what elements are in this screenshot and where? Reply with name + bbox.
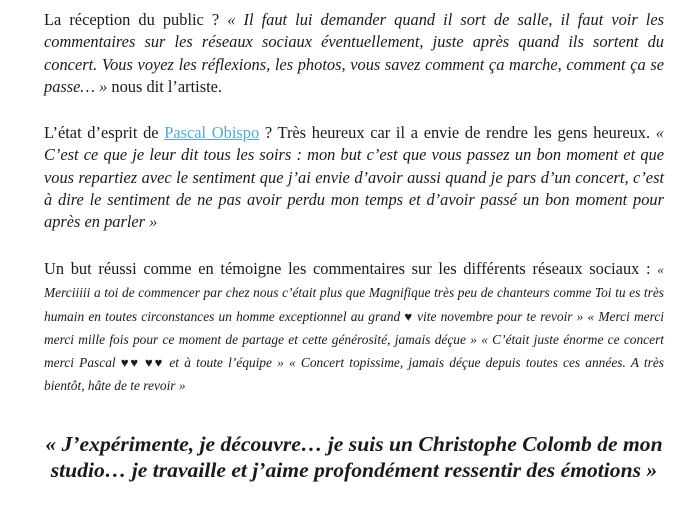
fan-comment: vite novembre pour te revoir »	[412, 308, 584, 324]
paragraph-tail-text: nous dit l’artiste.	[107, 76, 223, 96]
hearts-icon: ♥♥ ♥♥	[120, 355, 165, 371]
paragraph-lead-text: Un but réussi comme en témoigne les commentaires sur les différents réseaux sociaux :	[44, 259, 658, 278]
fan-comment: et à toute l’équipe »	[164, 355, 284, 371]
fan-comment: « Merci merci merci mille fois pour ce moment de partage et cette générosité, jamais déçue »	[44, 308, 664, 347]
fan-comment: « Concert topissime, jamais déçue depuis toutes ces années. A très bientôt, hâte de te revoir »	[44, 355, 664, 394]
fan-comment: « Merciiiii a toi de commencer par chez nous c’était plus que Magnifique très peu de chanteurs comme Toi tu es très humain en toutes circonstances un homme exceptionnel au grand	[44, 262, 664, 324]
paragraph-public-reception	[44, 9, 664, 98]
pull-quote: « J’expérimente, je découvre… je suis un Christophe Colomb de mon studio… je travaille et j’aime profondément ressentir des émotions »	[45, 432, 663, 482]
paragraph-state-of-mind	[44, 122, 664, 233]
paragraph-lead-text: L’état d’esprit de	[44, 123, 165, 142]
heart-icon: ♥	[404, 308, 413, 324]
artist-quote: « Il faut lui demander quand il sort de salle, il faut voir les commentaires sur les réseaux sociaux éventuellement, juste après quand ils sortent du concert. Vous voyez les réflexions, les photos, vous savez comment ça marche, comment ça se passe… »	[44, 10, 664, 96]
artist-link[interactable]: Pascal Obispo	[164, 123, 260, 142]
paragraph-social-comments	[44, 258, 664, 398]
artist-quote: « C’est ce que je leur dit tous les soirs : mon but c’est que vous passez un bon moment et que vous repartiez avec le sentiment que j’ai envie d’avoir aussi quand je pars d’un concert, c’est à dire le sentiment de ne pas avoir perdu mon temps et d’avoir passé un bon moment pour après en parler »	[44, 123, 664, 232]
paragraph-lead-text: La réception du public ?	[44, 10, 228, 29]
paragraph-mid-text: ? Très heureux car il a envie de rendre les gens heureux.	[259, 123, 656, 142]
fan-comment: « C’était juste énorme ce concert merci Pascal	[44, 331, 664, 371]
